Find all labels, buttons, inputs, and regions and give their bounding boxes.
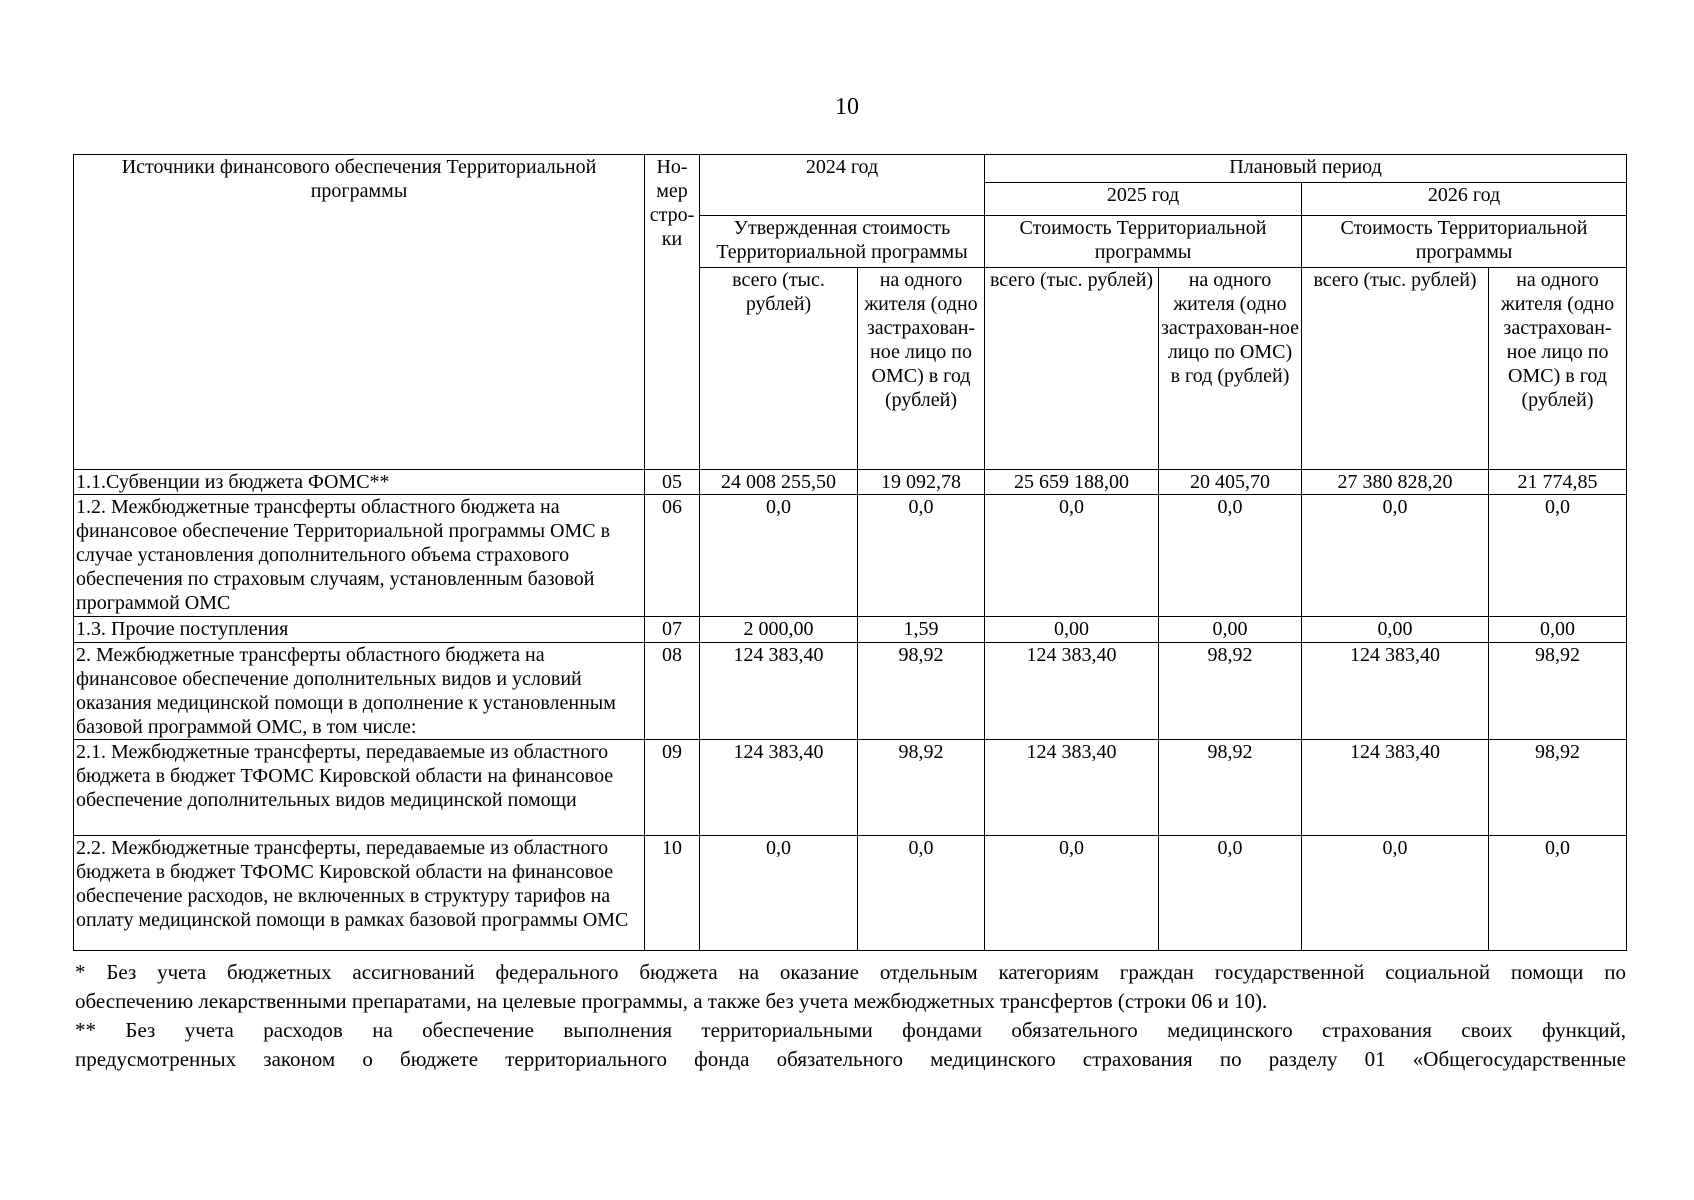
row-number: 09 (645, 740, 700, 836)
header-planned-period: Плановый период (985, 155, 1627, 183)
footnotes (75, 958, 1626, 1074)
row-number: 08 (645, 643, 700, 740)
row-number: 07 (645, 617, 700, 643)
cell-2025-per-person: 0,0 (1159, 836, 1302, 951)
cell-2024-total: 0,0 (700, 836, 858, 951)
cell-2025-total: 0,0 (985, 836, 1159, 951)
footnote-1-line-2: обеспечению лекарственными препаратами, на целевые программы, а также без учета межбюджетных трансфертов (строки 06 и 10). (75, 989, 1268, 1013)
cell-2024-total: 124 383,40 (700, 643, 858, 740)
cell-2024-total: 124 383,40 (700, 740, 858, 836)
cell-2026-per-person: 0,00 (1489, 617, 1627, 643)
footnote-1-line-1: * Без учета бюджетных ассигнований федерального бюджета на оказание отдельным категориям граждан государственной социальной помощи по (75, 960, 1626, 984)
cell-2025-per-person: 0,0 (1159, 495, 1302, 617)
header-per-person-2025: на одного жителя (одно застрахован-ное лицо по ОМС) в год (рублей) (1159, 268, 1302, 470)
cell-2024-per-person: 0,0 (858, 495, 985, 617)
cell-2024-total: 0,0 (700, 495, 858, 617)
row-name: 1.3. Прочие поступления (74, 617, 645, 643)
cell-2026-per-person: 98,92 (1489, 643, 1627, 740)
table-row (74, 470, 1627, 495)
cell-2025-per-person: 0,00 (1159, 617, 1302, 643)
header-2026: 2026 год (1302, 183, 1627, 216)
cell-2026-total: 27 380 828,20 (1302, 470, 1489, 495)
cell-2025-total: 124 383,40 (985, 740, 1159, 836)
row-number: 10 (645, 836, 700, 951)
header-cost-2026: Стоимость Территориальной программы (1302, 216, 1627, 268)
cell-2025-total: 124 383,40 (985, 643, 1159, 740)
header-total-2025: всего (тыс. рублей) (985, 268, 1159, 470)
cell-2026-per-person: 0,0 (1489, 836, 1627, 951)
cell-2024-per-person: 0,0 (858, 836, 985, 951)
cell-2025-per-person: 98,92 (1159, 740, 1302, 836)
header-approved-cost: Утвержденная стоимость Территориальной программы (700, 216, 985, 268)
cell-2026-per-person: 0,0 (1489, 495, 1627, 617)
cell-2024-per-person: 1,59 (858, 617, 985, 643)
header-2025: 2025 год (985, 183, 1302, 216)
cell-2024-per-person: 19 092,78 (858, 470, 985, 495)
cell-2026-total: 0,0 (1302, 495, 1489, 617)
table-row (74, 495, 1627, 617)
cell-2025-total: 0,0 (985, 495, 1159, 617)
header-cost-2025: Стоимость Территориальной программы (985, 216, 1302, 268)
header-total-2026: всего (тыс. рублей) (1302, 268, 1489, 470)
row-name: 2.1. Межбюджетные трансферты, передаваемые из областного бюджета в бюджет ТФОМС Кировской области на финансовое обеспечение дополнительных видов медицинской помощи (74, 740, 645, 836)
cell-2025-total: 0,00 (985, 617, 1159, 643)
header-row-1 (74, 155, 1627, 183)
table-row (74, 617, 1627, 643)
row-number: 06 (645, 495, 700, 617)
page-number: 10 (835, 94, 859, 120)
cell-2026-total: 0,0 (1302, 836, 1489, 951)
row-name: 1.2. Межбюджетные трансферты областного бюджета на финансовое обеспечение Территориальной программы ОМС в случае установления дополнительного объема страхового обеспечения по страховым случаям, установленным базовой программой ОМС (74, 495, 645, 617)
footnote-2-line-1: ** Без учета расходов на обеспечение выполнения территориальными фондами обязательного медицинского страхования своих функций, (75, 1018, 1626, 1042)
header-row-number: Но-мер стро-ки (645, 155, 700, 470)
cell-2024-total: 24 008 255,50 (700, 470, 858, 495)
cell-2026-per-person: 98,92 (1489, 740, 1627, 836)
header-per-person-2026: на одного жителя (одно застрахован-ное лицо по ОМС) в год (рублей) (1489, 268, 1627, 470)
cell-2025-total: 25 659 188,00 (985, 470, 1159, 495)
cell-2025-per-person: 20 405,70 (1159, 470, 1302, 495)
financing-table (73, 154, 1627, 951)
row-name: 1.1.Субвенции из бюджета ФОМС** (74, 470, 645, 495)
table-row (74, 836, 1627, 951)
cell-2026-total: 124 383,40 (1302, 740, 1489, 836)
cell-2024-total: 2 000,00 (700, 617, 858, 643)
cell-2024-per-person: 98,92 (858, 740, 985, 836)
row-number: 05 (645, 470, 700, 495)
header-total-2024: всего (тыс. рублей) (700, 268, 858, 470)
table-row (74, 740, 1627, 836)
footnote-2-line-2: предусмотренных законом о бюджете территориального фонда обязательного медицинского страхования по разделу 01 «Общегосударственные (75, 1047, 1626, 1071)
cell-2025-per-person: 98,92 (1159, 643, 1302, 740)
header-per-person-2024: на одного жителя (одно застрахован-ное лицо по ОМС) в год (рублей) (858, 268, 985, 470)
table-row (74, 643, 1627, 740)
row-name: 2.2. Межбюджетные трансферты, передаваемые из областного бюджета в бюджет ТФОМС Кировской области на финансовое обеспечение расходов, не включенных в структуру тарифов на оплату медицинской помощи в рамках базовой программы ОМС (74, 836, 645, 951)
header-source: Источники финансового обеспечения Территориальной программы (74, 155, 645, 470)
cell-2026-total: 124 383,40 (1302, 643, 1489, 740)
cell-2024-per-person: 98,92 (858, 643, 985, 740)
row-name: 2. Межбюджетные трансферты областного бюджета на финансовое обеспечение дополнительных видов и условий оказания медицинской помощи в дополнение к установленным базовой программой ОМС, в том числе: (74, 643, 645, 740)
cell-2026-total: 0,00 (1302, 617, 1489, 643)
header-2024: 2024 год (700, 155, 985, 216)
cell-2026-per-person: 21 774,85 (1489, 470, 1627, 495)
